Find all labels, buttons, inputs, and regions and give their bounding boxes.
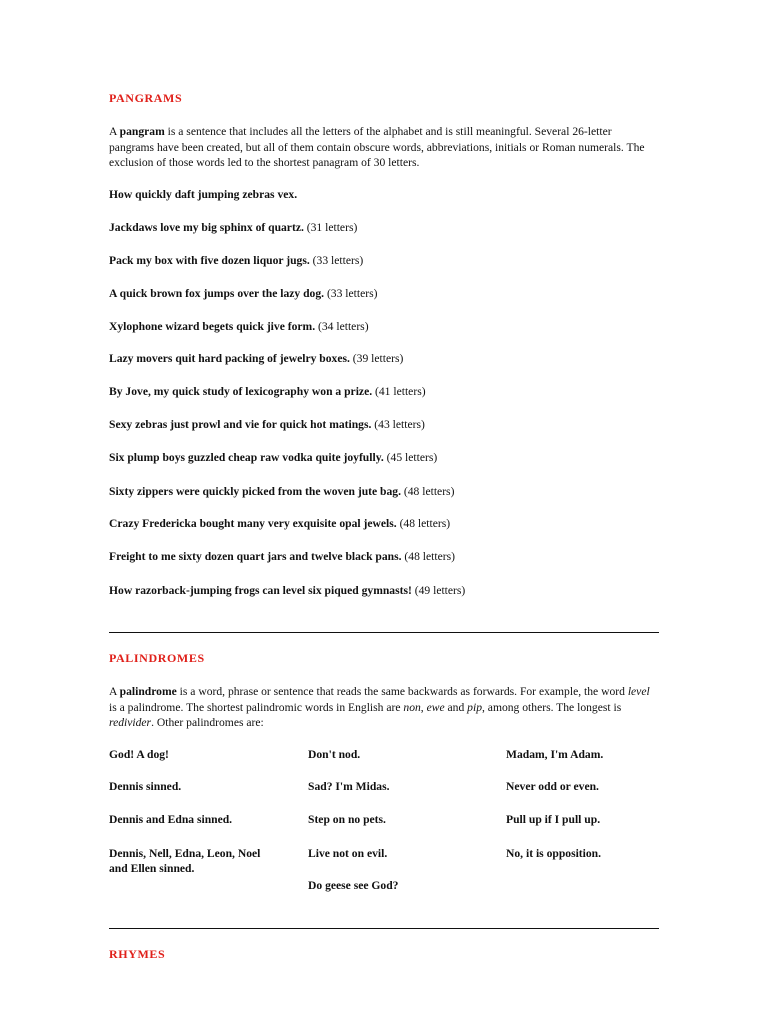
palindrome-item: Do geese see God?: [308, 879, 399, 892]
section-divider: [109, 632, 659, 633]
pangrams-intro: A pangram is a sentence that includes all the letters of the alphabet and is still meaningful. Several 26-letter pangrams have been created, but all of them contain obscure words, abbreviations, initials or Roman numerals. The exclusion of those words led to the shortest panagram of 30 letters.: [109, 125, 645, 169]
pangram-item: Jackdaws love my big sphinx of quartz. (31 letters): [109, 221, 358, 234]
palindrome-item: Never odd or even.: [506, 780, 599, 793]
pangram-item: Pack my box with five dozen liquor jugs. (33 letters): [109, 254, 364, 267]
palindromes-intro: A palindrome is a word, phrase or sentence that reads the same backwards as forwards. For example, the word level is a palindrome. The shortest palindromic words in English are non, ewe and pip, among others. The longest is redivider. Other palindromes are:: [109, 685, 650, 729]
palindromes-heading: PALINDROMES: [109, 651, 205, 665]
palindrome-item: Don't nod.: [308, 748, 361, 761]
palindrome-item: Madam, I'm Adam.: [506, 748, 604, 761]
pangram-term: pangram: [119, 125, 165, 138]
pangram-item: Lazy movers quit hard packing of jewelry boxes. (39 letters): [109, 352, 404, 365]
pangram-item: Sexy zebras just prowl and vie for quick hot matings. (43 letters): [109, 418, 425, 431]
pangram-item: A quick brown fox jumps over the lazy dog. (33 letters): [109, 287, 378, 300]
palindrome-item: God! A dog!: [109, 748, 169, 761]
pangram-item: Six plump boys guzzled cheap raw vodka quite joyfully. (45 letters): [109, 451, 438, 464]
palindrome-item: Step on no pets.: [308, 813, 386, 826]
palindrome-item: Live not on evil.: [308, 847, 388, 860]
pangrams-heading: PANGRAMS: [109, 91, 183, 105]
palindrome-item: Dennis and Edna sinned.: [109, 813, 233, 826]
palindrome-item: No, it is opposition.: [506, 847, 602, 860]
pangram-item: How quickly daft jumping zebras vex.: [109, 188, 298, 201]
pangram-item: How razorback-jumping frogs can level six piqued gymnasts! (49 letters): [109, 584, 466, 597]
pangram-item: Xylophone wizard begets quick jive form. (34 letters): [109, 320, 369, 333]
pangram-item: Freight to me sixty dozen quart jars and twelve black pans. (48 letters): [109, 550, 455, 563]
section-divider: [109, 928, 659, 929]
palindrome-item: Dennis, Nell, Edna, Leon, Noel and Ellen sinned.: [109, 847, 261, 875]
pangram-item: Crazy Fredericka bought many very exquisite opal jewels. (48 letters): [109, 517, 451, 530]
palindrome-term: palindrome: [119, 685, 177, 698]
pangram-item: By Jove, my quick study of lexicography won a prize. (41 letters): [109, 385, 426, 398]
palindrome-item: Pull up if I pull up.: [506, 813, 601, 826]
rhymes-heading: RHYMES: [109, 947, 166, 961]
pangram-item: Sixty zippers were quickly picked from the woven jute bag. (48 letters): [109, 485, 455, 498]
palindrome-item: Sad? I'm Midas.: [308, 780, 390, 793]
palindrome-item: Dennis sinned.: [109, 780, 182, 793]
